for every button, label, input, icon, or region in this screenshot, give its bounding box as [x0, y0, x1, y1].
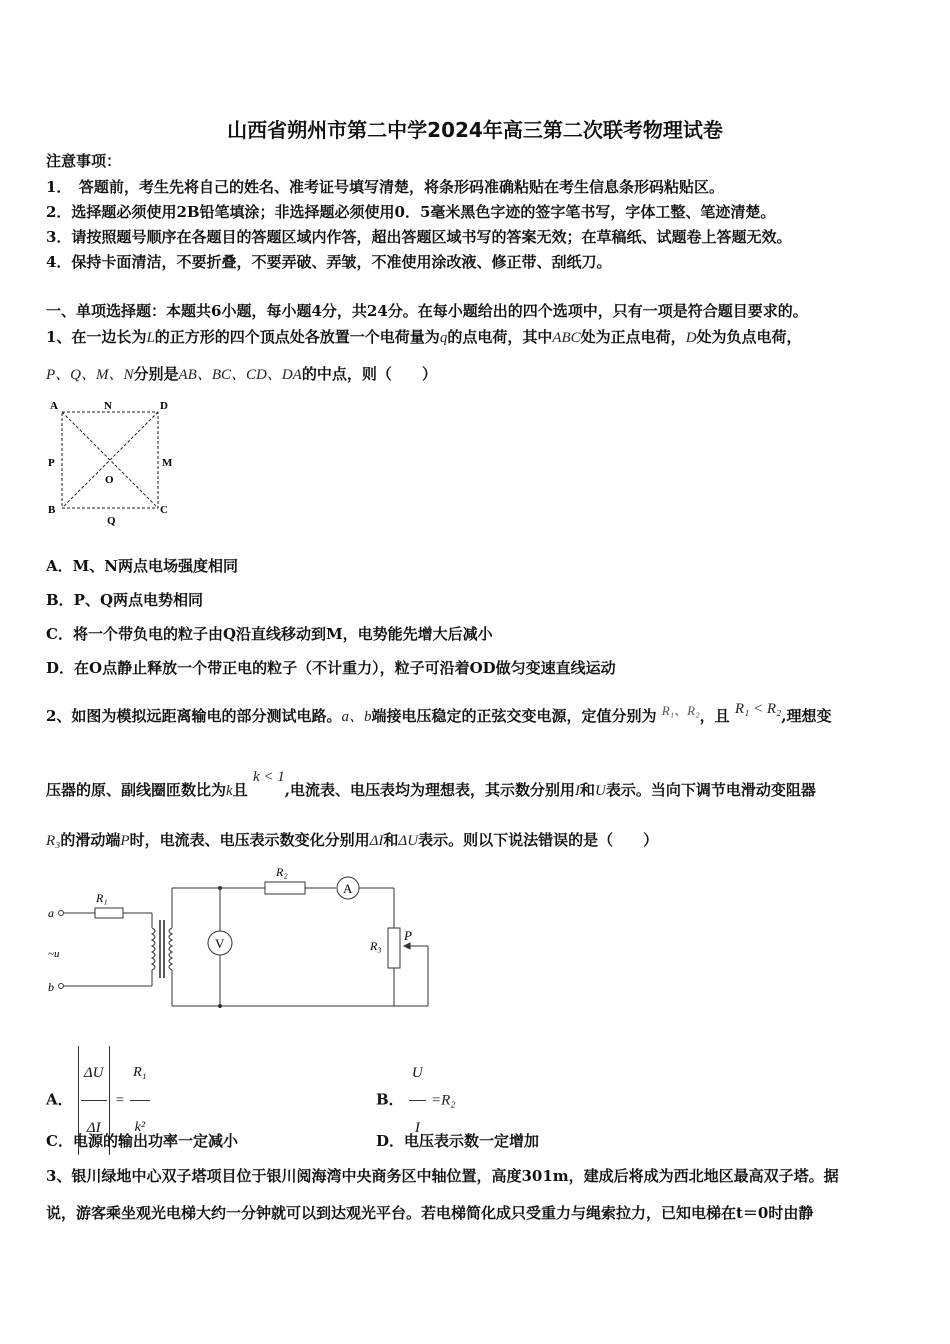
notice-item-4: 4．保持卡面清洁，不要折叠，不要弄破、弄皱，不准使用涂改液、修正带、刮纸刀。 — [46, 253, 612, 271]
section-heading: 一、单项选择题：本题共6小题，每小题4分，共24分。在每小题给出的四个选项中，只有一项是符合题目要求的。 — [46, 302, 808, 320]
q1-option-b: B．P、Q两点电势相同 — [46, 591, 204, 609]
label-P: P — [48, 457, 55, 469]
label-r2: R₂ — [276, 865, 288, 879]
q2-option-d: D．电压表示数一定增加 — [376, 1132, 540, 1150]
q3-stem-line2: 说，游客乘坐观光电梯大约一分钟就可以到达观光平台。若电梯简化成只受重力与绳索拉力，已知电梯在t＝0时由静 — [46, 1204, 814, 1222]
secondary-coil — [169, 928, 172, 970]
notice-item-2: 2．选择题必须使用2B铅笔填涂；非选择题必须使用0．5毫米黑色字迹的签字笔书写，字体工整、笔迹清楚。 — [46, 203, 776, 221]
label-a: a — [48, 906, 54, 920]
resistor-r2 — [265, 882, 305, 894]
label-u: ~u — [48, 948, 60, 960]
q1-option-d: D．在O点静止释放一个带正电的粒子（不计重力），粒子可沿着OD做匀变速直线运动 — [46, 659, 616, 677]
notice-heading: 注意事项： — [46, 152, 122, 170]
q1-option-c: C．将一个带负电的粒子由Q沿直线移动到M，电势能先增大后减小 — [46, 625, 493, 643]
q2-stem-line3: R₃的滑动端P时，电流表、电压表示数变化分别用ΔI和ΔU表示。则以下说法错误的是（ ） — [46, 831, 659, 849]
q3-stem-line1: 3、银川绿地中心双子塔项目位于银川阅海湾中央商务区中轴位置，高度301m，建成后将成为西北地区最高双子塔。据 — [46, 1167, 839, 1185]
label-A: A — [50, 400, 58, 412]
q2-stem-line2: 压器的原、副线圈匝数比为k且 k < 1,电流表、电压表均为理想表，其示数分别用I和U表示。当向下调节电滑动变阻器 — [46, 769, 816, 799]
circuit-diagram — [40, 858, 450, 1018]
q2-option-a: A． $\frac{\Delta U}{\Delta I}$ = $\frac{\text{R₁}}{\text{k²}}$ — [46, 1046, 150, 1100]
q1-option-a: A．M、N两点电场强度相同 — [46, 557, 238, 575]
notice-item-3: 3．请按照题号顺序在各题目的答题区域内作答，超出答题区域书写的答案无效；在草稿纸、试题卷上答题无效。 — [46, 228, 792, 246]
q2-option-c: C．电源的输出功率一定减小 — [46, 1132, 238, 1150]
terminal-b — [59, 984, 64, 989]
label-D: D — [160, 400, 168, 412]
label-N: N — [104, 400, 112, 412]
label-M: M — [162, 457, 173, 469]
label-Q: Q — [107, 515, 116, 527]
voltmeter-symbol: V — [215, 936, 225, 951]
page-title: 山西省朔州市第二中学2024年高三第二次联考物理试卷 — [227, 118, 723, 142]
square-charge-diagram — [40, 395, 190, 530]
terminal-a — [59, 911, 64, 916]
rheostat-r3 — [388, 928, 400, 968]
label-C: C — [160, 504, 168, 516]
slider-arrow — [404, 943, 410, 949]
primary-coil — [152, 928, 155, 970]
label-B: B — [48, 504, 56, 516]
resistor-r1 — [95, 908, 123, 918]
q2-stem-line1: 2、如图为模拟远距离输电的部分测试电路。a、b端接电压稳定的正弦交变电源，定值分别为 R₁、R₂，且 R₁ < R₂,理想变 — [46, 701, 832, 725]
label-O: O — [105, 474, 114, 486]
label-b: b — [48, 980, 54, 994]
label-p: P — [404, 928, 412, 943]
q1-stem-line2: P、Q、M、N分别是AB、BC、CD、DA的中点，则（ ） — [46, 365, 437, 383]
ammeter-symbol: A — [343, 881, 353, 896]
notice-item-1: 1． 答题前，考生先将自己的姓名、准考证号填写清楚，将条形码准确粘贴在考生信息条形码粘贴区。 — [46, 178, 724, 196]
label-r3: R₃ — [370, 939, 382, 953]
q2-option-b: B． $\frac{U}{I}$ =R₂ — [376, 1046, 456, 1100]
label-r1: R₁ — [96, 891, 108, 905]
q1-stem-line1: 1、在一边长为L的正方形的四个顶点处各放置一个电荷量为q的点电荷，其中ABC处为正点电荷，D处为负点电荷， — [46, 328, 802, 346]
